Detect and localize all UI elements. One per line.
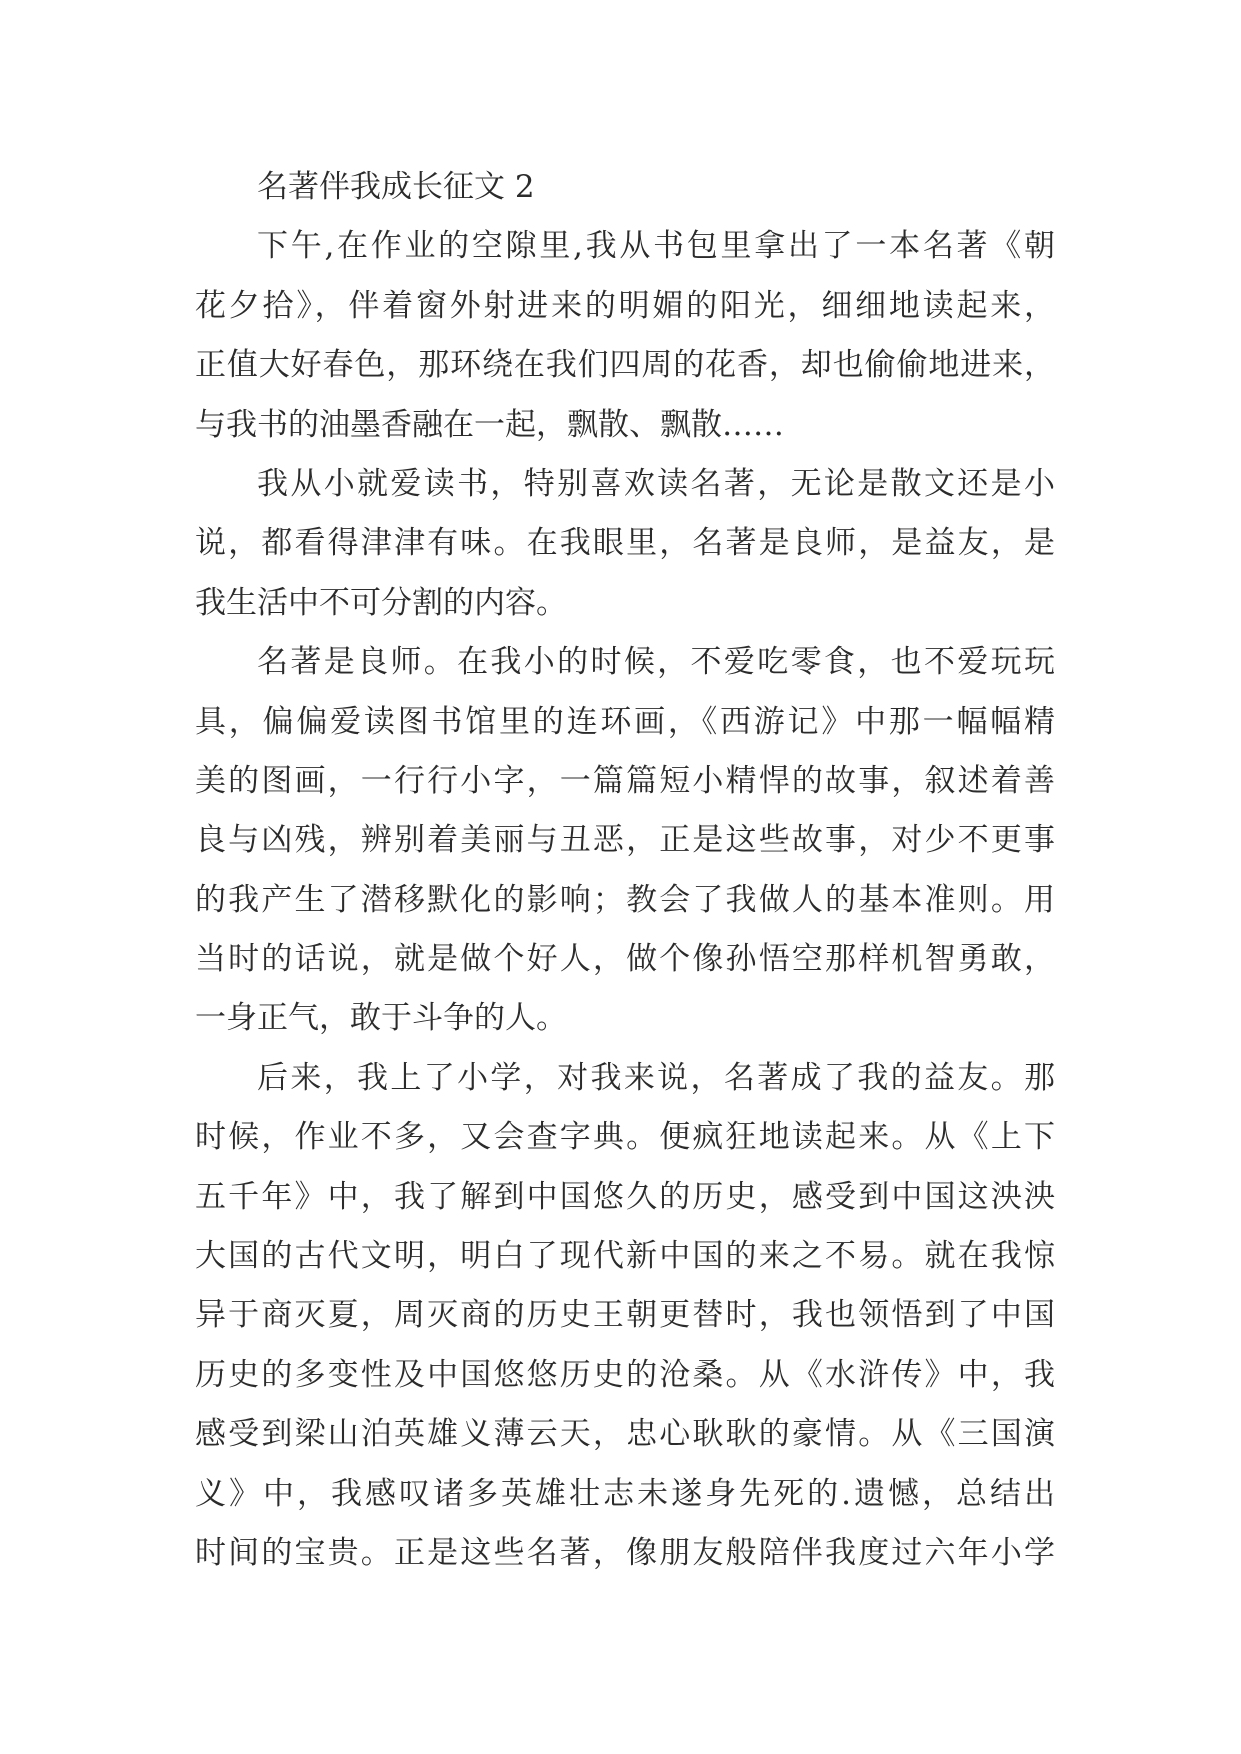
paragraph-2-line-3: 我生活中不可分割的内容。: [195, 584, 567, 621]
essay-title: 名著伴我成长征文 2: [257, 169, 535, 205]
paragraph-4-line-5: 异于商灭夏，周灭商的历史王朝更替时，我也领悟到了中国: [195, 1297, 1055, 1334]
paragraph-3-line-5: 的我产生了潜移默化的影响；教会了我做人的基本准则。用: [195, 881, 1055, 918]
paragraph-1-line-2: 花夕拾》，伴着窗外射进来的明媚的阳光，细细地读起来，: [195, 287, 1055, 324]
paragraph-3-line-2: 具，偏偏爱读图书馆里的连环画，《西游记》中那一幅幅精: [195, 703, 1055, 740]
paragraph-4-line-1: 后来，我上了小学，对我来说，名著成了我的益友。那: [257, 1059, 1055, 1096]
paragraph-4-line-3: 五千年》中，我了解到中国悠久的历史，感受到中国这泱泱: [195, 1178, 1055, 1215]
paragraph-3-line-4: 良与凶残，辨别着美丽与丑恶，正是这些故事，对少不更事: [195, 822, 1055, 859]
paragraph-4-line-7: 感受到梁山泊英雄义薄云天，忠心耿耿的豪情。从《三国演: [195, 1416, 1055, 1453]
paragraph-1-line-4: 与我书的油墨香融在一起，飘散、飘散……: [195, 406, 784, 443]
paragraph-4-line-4: 大国的古代文明，明白了现代新中国的来之不易。就在我惊: [195, 1238, 1055, 1275]
paragraph-1-line-3: 正值大好春色，那环绕在我们四周的花香，却也偷偷地进来，: [195, 347, 1055, 384]
paragraph-4-line-9: 时间的宝贵。正是这些名著，像朋友般陪伴我度过六年小学: [195, 1534, 1055, 1571]
paragraph-3-line-3: 美的图画，一行行小字，一篇篇短小精悍的故事，叙述着善: [195, 762, 1055, 799]
paragraph-3-line-7: 一身正气，敢于斗争的人。: [195, 1000, 567, 1037]
essay-body: [195, 158, 1055, 1583]
paragraph-4-line-2: 时候，作业不多，又会查字典。便疯狂地读起来。从《上下: [195, 1119, 1055, 1156]
paragraph-4-line-8: 义》中，我感叹诸多英雄壮志未遂身先死的.遗憾，总结出: [195, 1475, 1055, 1512]
paragraph-3-line-6: 当时的话说，就是做个好人，做个像孙悟空那样机智勇敢，: [195, 941, 1055, 978]
paragraph-1-line-1: 下午,在作业的空隙里,我从书包里拿出了一本名著《朝: [257, 228, 1055, 265]
paragraph-3-line-1: 名著是良师。在我小的时候，不爱吃零食，也不爱玩玩: [257, 644, 1055, 681]
paragraph-4-line-6: 历史的多变性及中国悠悠历史的沧桑。从《水浒传》中，我: [195, 1356, 1055, 1393]
paragraph-2-line-1: 我从小就爱读书，特别喜欢读名著，无论是散文还是小: [257, 465, 1055, 502]
paragraph-2-line-2: 说，都看得津津有味。在我眼里，名著是良师，是益友，是: [195, 525, 1055, 562]
